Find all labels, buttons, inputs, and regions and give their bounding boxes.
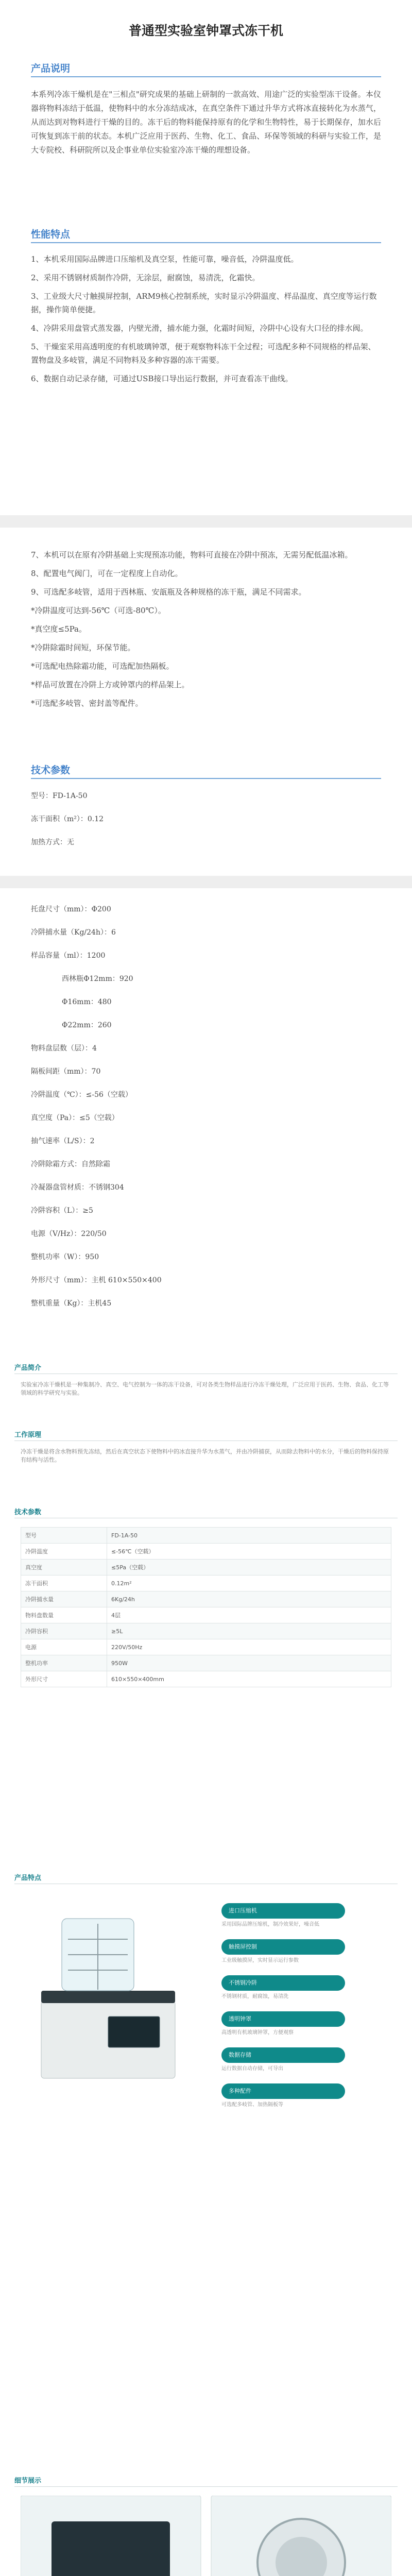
param-item: 冷阱除霜方式：自然除霜 xyxy=(31,1160,110,1168)
table-key: 冷阱捕水量 xyxy=(21,1591,107,1607)
table-value: FD-1A-50 xyxy=(107,1528,391,1544)
param-item: 外形尺寸（mm）：主机 610×550×400 xyxy=(31,1276,162,1284)
table-key: 电源 xyxy=(21,1639,107,1655)
panel-title: 技术参数 xyxy=(14,1509,42,1516)
param-subitem: Φ16mm：480 xyxy=(62,998,112,1006)
param-item: 样品容量（ml）：1200 xyxy=(31,952,106,960)
intro-divider xyxy=(31,76,381,77)
panel-divider xyxy=(14,1440,398,1441)
table-row xyxy=(21,1575,391,1591)
feature-badge: 多种配件 xyxy=(221,2083,345,2099)
option-item: *样品可放置在冷阱上方或钟罩内的样品架上。 xyxy=(31,680,190,689)
feature-desc: 高透明有机玻璃钟罩，方便观察 xyxy=(221,2030,294,2036)
option-item: *冷阱除霜时间短，环保节能。 xyxy=(31,643,135,652)
features-list xyxy=(31,252,381,391)
section-gap xyxy=(0,876,412,888)
option-item: *真空度≤5Pa。 xyxy=(31,624,87,634)
param-item: 物料盘层数（层）：4 xyxy=(31,1044,97,1053)
option-item: *可选配多岐管、密封盖等配件。 xyxy=(31,699,143,708)
table-row xyxy=(21,1560,391,1575)
feature-card xyxy=(221,2083,412,2109)
feature-desc: 不锈钢材质，耐腐蚀，易清洗 xyxy=(221,1994,288,1999)
feature-item: 3、工业级大尺寸触摸屏控制，ARM9核心控制系统，实时显示冷阱温度、样品温度、真空度等运行数据，操作简单便捷。 xyxy=(31,292,377,314)
table-value: 950W xyxy=(107,1655,391,1671)
param-item: 托盘尺寸（mm）：Φ200 xyxy=(31,905,111,913)
intro-text: 本系列冷冻干燥机是在"三相点"研究成果的基础上研制的一款高效、用途广泛的实验型冻干设备。本仪器将物料冻结于低温，使物料中的水分冻结成冰，在真空条件下通过升华方式将冰直接转化为水蒸气，从而达到对物料进行干燥的目的。冻干后的物料能保持原有的化学和生物特性，易于长期保存，加水后可恢复到冻干前的状态。本机广泛应用于医药、生物、化工、食品、环保等领域的科研与实验工作，是大专院校、科研院所以及企事业单位实验室冷冻干燥的理想设备。 xyxy=(31,90,381,155)
feature-badge: 触摸屏控制 xyxy=(221,1939,345,1955)
param-item: 整机重量（Kg）：主机45 xyxy=(31,1299,112,1308)
table-key: 型号 xyxy=(21,1528,107,1544)
option-item: *可选配电热除霜功能，可选配加热隔板。 xyxy=(31,662,174,671)
feature-desc: 运行数据自动存储，可导出 xyxy=(221,2066,283,2072)
table-row xyxy=(21,1639,391,1655)
options-list xyxy=(31,548,381,715)
table-row xyxy=(21,1528,391,1544)
param-item: 隔板间距（mm）：70 xyxy=(31,1067,101,1076)
param-item: 加热方式：无 xyxy=(31,838,74,846)
table-key: 外形尺寸 xyxy=(21,1671,107,1687)
params-list xyxy=(31,790,381,860)
table-value: ≥5L xyxy=(107,1623,391,1639)
table-key: 整机功率 xyxy=(21,1655,107,1671)
panel-divider xyxy=(14,2486,398,2487)
table-value: 0.12m² xyxy=(107,1575,391,1591)
feature-card xyxy=(221,2011,412,2037)
feature-item: 4、冷阱采用盘管式蒸发器，内壁光滑，捕水能力强，化霜时间短，冷阱中心设有大口径的排水阀。 xyxy=(31,324,368,333)
feature-card xyxy=(221,1975,412,2001)
table-key: 冷阱温度 xyxy=(21,1544,107,1560)
intro-section xyxy=(0,0,412,515)
table-row xyxy=(21,1544,391,1560)
param-item: 冷阱温度（℃）：≤-56（空载） xyxy=(31,1091,132,1099)
params-list-continued xyxy=(31,904,381,1321)
freeze-dryer-illustration xyxy=(31,1913,185,2083)
device-panel xyxy=(41,1991,175,2003)
feature-desc: 采用国际品牌压缩机，制冷效果好，噪音低 xyxy=(221,1922,319,1927)
param-subitem: 西林瓶Φ12mm：920 xyxy=(62,975,133,983)
option-item: 8、配置电气阀门，可在一定程度上自动化。 xyxy=(31,569,183,578)
option-item: 9、可选配多岐管，适用于西林瓶、安瓿瓶及各种规格的冻干瓶，满足不同需求。 xyxy=(31,587,306,597)
params-heading: 技术参数 xyxy=(31,765,71,776)
table-row xyxy=(21,1591,391,1607)
table-value: 610×550×400mm xyxy=(107,1671,391,1687)
table-row xyxy=(21,1623,391,1639)
table-value: ≤-56℃（空载） xyxy=(107,1544,391,1560)
table-key: 物料盘数量 xyxy=(21,1607,107,1623)
feature-badge: 不锈钢冷阱 xyxy=(221,1975,345,1991)
param-item: 整机功率（W）：950 xyxy=(31,1253,99,1261)
feature-badge: 数据存储 xyxy=(221,2047,345,2063)
table-value: 4层 xyxy=(107,1607,391,1623)
panel-title: 产品特点 xyxy=(14,1874,42,1882)
option-item: 7、本机可以在原有冷阱基础上实现预冻功能，物料可直接在冷阱中预冻，无需另配低温冰箱。 xyxy=(31,550,353,560)
param-item: 型号：FD-1A-50 xyxy=(31,792,88,800)
features-divider xyxy=(31,242,381,243)
feature-card xyxy=(221,2047,412,2073)
spec-table xyxy=(21,1527,391,1687)
option-item: *冷阱温度可达到-56℃（可选-80℃）。 xyxy=(31,606,166,615)
table-value: 220V/50Hz xyxy=(107,1639,391,1655)
feature-desc: 工业级触摸屏，实时显示运行参数 xyxy=(221,1958,299,1963)
panel-title: 细节展示 xyxy=(14,2477,42,2485)
param-item: 冷阱捕水量（Kg/24h）：6 xyxy=(31,928,116,937)
params-divider xyxy=(31,778,381,779)
feature-item: 1、本机采用国际品牌进口压缩机及真空泵，性能可靠，噪音低，冷阱温度低。 xyxy=(31,255,299,264)
feature-card xyxy=(221,1939,412,1964)
panel-description: 实验室冷冻干燥机是一种集制冷、真空、电气控制为一体的冻干设备，可对各类生物样品进行冷冻干燥处理，广泛应用于医药、生物、食品、化工等领域的科学研究与实验。 xyxy=(21,1381,389,1396)
param-item: 抽气速率（L/S）：2 xyxy=(31,1137,95,1145)
options-section xyxy=(0,528,412,876)
feature-desc: 可选配多岐管、加热隔板等 xyxy=(221,2102,283,2108)
feature-card xyxy=(221,1903,412,1928)
param-item: 冷阱容积（L）：≥5 xyxy=(31,1207,93,1215)
table-row xyxy=(21,1607,391,1623)
detail-gallery xyxy=(21,2496,391,2576)
table-row xyxy=(21,1671,391,1687)
product-image-panels xyxy=(0,1352,412,2576)
table-value: ≤5Pa（空载） xyxy=(107,1560,391,1575)
detail-image-screen-display xyxy=(52,2521,170,2576)
touch-screen xyxy=(108,2016,160,2047)
intro-heading: 产品说明 xyxy=(31,63,71,74)
param-item: 冷凝器盘管材质：不锈钢304 xyxy=(31,1183,124,1192)
panel-title: 工作原理 xyxy=(14,1431,42,1439)
feature-badge: 进口压缩机 xyxy=(221,1903,345,1919)
feature-item: 5、干燥室采用高透明度的有机玻璃钟罩，便于观察物料冻干全过程；可选配多种不同规格的样品架、置物盘及多岐管，满足不同物料及多种容器的冻干需要。 xyxy=(31,342,376,365)
features-heading: 性能特点 xyxy=(31,229,71,240)
section-gap xyxy=(0,515,412,528)
page-title: 普通型实验室钟罩式冻干机 xyxy=(128,23,283,38)
feature-item: 6、数据自动记录存储，可通过USB接口导出运行数据，并可查看冻干曲线。 xyxy=(31,374,293,383)
panel-title: 产品简介 xyxy=(14,1364,42,1372)
param-item: 冻干面积（m²）：0.12 xyxy=(31,815,104,823)
params-section xyxy=(0,888,412,1352)
param-subitem: Φ22mm：260 xyxy=(62,1021,112,1029)
table-key: 冻干面积 xyxy=(21,1575,107,1591)
feature-item: 2、采用不锈钢材质制作冷阱，无涂层，耐腐蚀，易清洗，化霜快。 xyxy=(31,273,260,282)
param-item: 真空度（Pa）：≤5（空载） xyxy=(31,1114,119,1122)
table-key: 冷阱容积 xyxy=(21,1623,107,1639)
feature-badge: 透明钟罩 xyxy=(221,2011,345,2027)
table-row xyxy=(21,1655,391,1671)
param-item: 电源（V/Hz）：220/50 xyxy=(31,1230,107,1238)
panel-description: 冷冻干燥是将含水物料预先冻结，然后在真空状态下使物料中的冰直接升华为水蒸气，并由冷阱捕获，从而除去物料中的水分，干燥后的物料保持原有结构与活性。 xyxy=(21,1448,389,1463)
table-value: 6Kg/24h xyxy=(107,1591,391,1607)
table-key: 真空度 xyxy=(21,1560,107,1575)
